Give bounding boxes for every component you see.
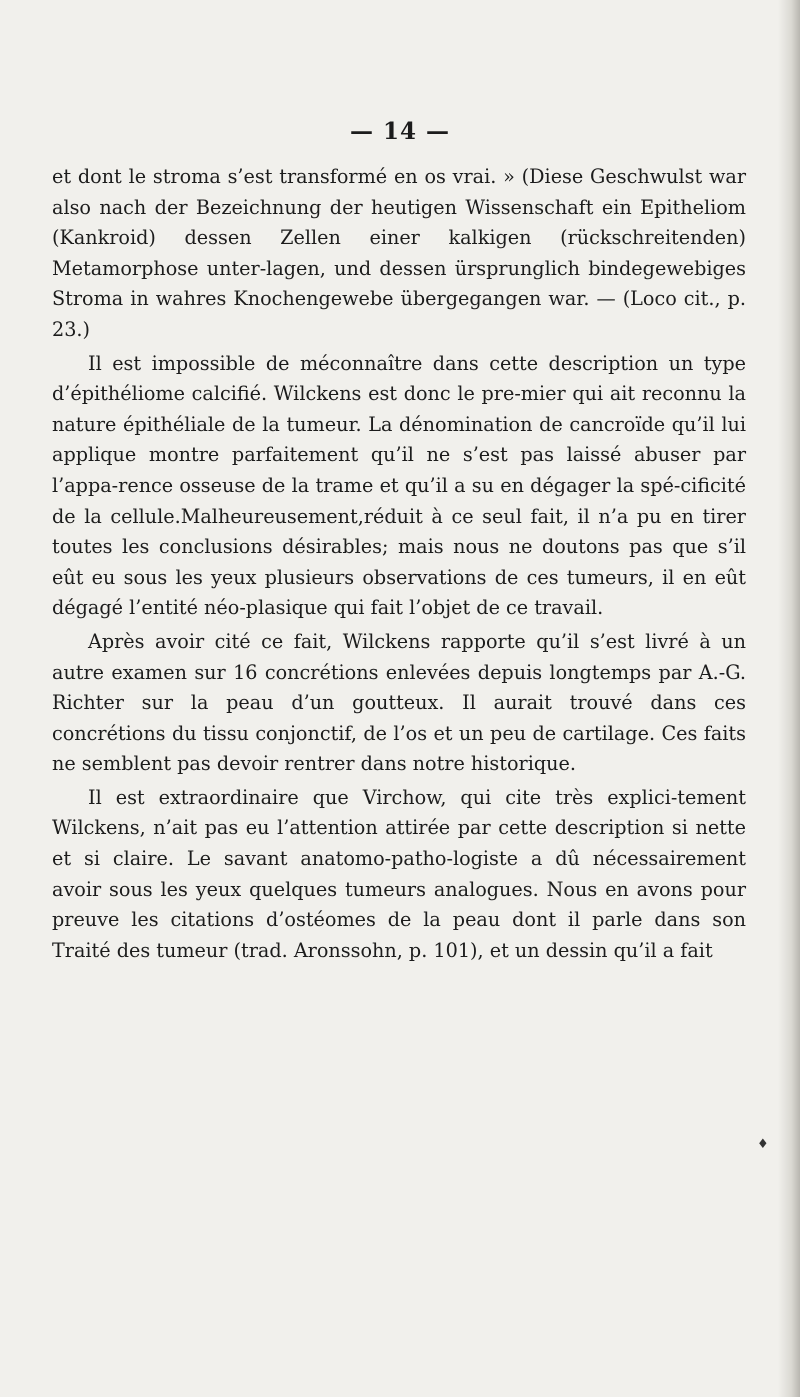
paragraph-3: Après avoir cité ce fait, Wilckens rapporte qu’il s’est livré à un autre examen sur 16 concrétions enlevées depuis longtemps par A.-G. Richter sur la peau d’un goutteux. Il aurait trouvé dans ces concrétions du tissu conjonctif, de l’os et un peu de cartilage. Ces faits ne semblent pas devoir rentrer dans notre historique. [52, 629, 746, 776]
paragraph-2: Il est impossible de méconnaître dans cette description un type d’épithéliome calcifié. Wilckens est donc le pre-mier qui ait reconnu la nature épithéliale de la tumeur. La dénomination de cancroïde qu’il lui applique montre parfaitement qu’il ne s’est pas laissé abuser par l’appa-rence osseuse de la trame et qu’il a su en dégager la spé-cificité de la cellule.Malheureusement,réduit à ce seul fait, il n’a pu en tirer toutes les conclusions désirables; mais nous ne doutons pas que s’il eût eu sous les yeux plusieurs observations de ces tumeurs, il en eût dégagé l’entité néo-plasique qui fait l’objet de ce travail. [52, 351, 746, 620]
ink-spot-icon: ♦ [757, 1137, 769, 1152]
body-text [52, 162, 746, 966]
page-number: — 14 — [349, 118, 451, 145]
paragraph-1: et dont le stroma s’est transformé en os vrai. » (Diese Geschwulst war also nach der Bezeichnung der heutigen Wissenschaft ein Epitheliom (Kankroid) dessen Zellen einer kalkigen (rückschreitenden) Metamorphose unter-lagen, und dessen ürsprunglich bindegewebiges Stroma in wahres Knochengewebe übergegangen war. — (Loco cit., p. 23.) [52, 165, 746, 341]
paragraph-4: Il est extraordinaire que Virchow, qui cite très explici-tement Wilckens, n’ait pas eu l’attention attirée par cette description si nette et si claire. Le savant anatomo-patho-logiste a dû nécessairement avoir sous les yeux quelques tumeurs analogues. Nous en avons pour preuve les citations d’ostéomes de la peau dont il parle dans son Traité des tumeur (trad. Aronssohn, p. 101), et un dessin qu’il a fait [52, 785, 746, 962]
page-edge-shadow [778, 0, 800, 1397]
